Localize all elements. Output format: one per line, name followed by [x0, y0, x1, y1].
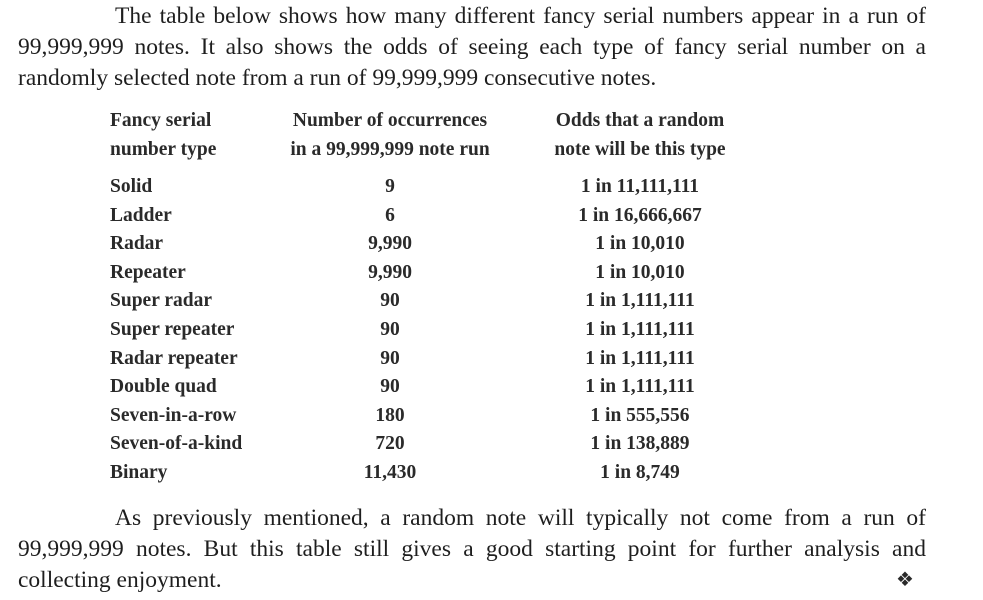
cell-type: Repeater — [110, 261, 186, 283]
cell-occurrences: 180 — [375, 404, 405, 426]
cell-occurrences: 90 — [380, 290, 400, 312]
cell-odds: 1 in 138,889 — [590, 433, 690, 455]
closing-text: As previously mentioned, a random note will typically not come from a run of 99,999,999 notes. But this table still gives a good starting point for further analysis and collecting enjoyment. — [18, 505, 926, 593]
cell-odds: 1 in 1,111,111 — [585, 347, 695, 369]
cell-type: Super radar — [110, 290, 213, 312]
cell-odds: 1 in 16,666,667 — [578, 204, 702, 226]
header-type-line1: Fancy serial — [110, 110, 212, 131]
cell-occurrences: 90 — [380, 318, 400, 340]
cell-type: Seven-of-a-kind — [110, 433, 243, 455]
cell-odds: 1 in 8,749 — [600, 461, 680, 483]
header-type-line2: number type — [110, 139, 217, 160]
cell-type: Ladder — [110, 204, 172, 226]
table-header — [110, 106, 750, 170]
cell-occurrences: 9,990 — [368, 261, 412, 283]
cell-odds: 1 in 10,010 — [595, 233, 685, 255]
end-of-section-ornament-icon: ❖ — [896, 569, 914, 591]
table-row — [110, 345, 750, 374]
header-odds-line1: Odds that a random — [555, 110, 725, 131]
header-occurrences — [270, 106, 510, 164]
fancy-serial-table — [110, 106, 750, 488]
closing-paragraph — [18, 503, 926, 596]
table-row — [110, 287, 750, 316]
cell-type: Super repeater — [110, 318, 235, 340]
header-occurrences-line2: in a 99,999,999 note run — [290, 139, 490, 160]
table-row — [110, 173, 750, 202]
cell-occurrences: 9,990 — [368, 233, 412, 255]
table-row — [110, 459, 750, 488]
cell-odds: 1 in 1,111,111 — [585, 290, 695, 312]
header-odds-line2: note will be this type — [554, 139, 726, 160]
intro-text: The table below shows how many different fancy serial numbers appear in a run of 99,999,999 notes. It also shows the odds of seeing each type of fancy serial number on a randomly selected note from a run of 99,999,999 consecutive notes. — [18, 3, 926, 91]
cell-occurrences: 90 — [380, 347, 400, 369]
header-odds — [535, 106, 745, 164]
header-occurrences-line1: Number of occurrences — [292, 110, 488, 131]
table-row — [110, 259, 750, 288]
cell-occurrences: 9 — [385, 176, 395, 197]
cell-occurrences: 720 — [375, 433, 405, 455]
cell-type: Binary — [110, 461, 168, 483]
cell-occurrences: 11,430 — [363, 461, 417, 483]
cell-odds: 1 in 11,111,111 — [580, 176, 700, 197]
cell-type: Radar — [110, 233, 164, 255]
table-row — [110, 373, 750, 402]
cell-odds: 1 in 1,111,111 — [585, 376, 695, 398]
cell-occurrences: 6 — [385, 204, 395, 226]
table-row — [110, 202, 750, 231]
cell-type: Radar repeater — [110, 347, 238, 369]
header-type — [110, 106, 260, 164]
table-row — [110, 316, 750, 345]
cell-type: Seven-in-a-row — [110, 404, 237, 426]
table-row — [110, 430, 750, 459]
table-row — [110, 402, 750, 431]
table-row — [110, 230, 750, 259]
cell-type: Double quad — [110, 376, 217, 398]
cell-odds: 1 in 10,010 — [595, 261, 685, 283]
intro-paragraph — [18, 1, 926, 94]
table-body — [110, 173, 750, 488]
cell-odds: 1 in 1,111,111 — [585, 318, 695, 340]
cell-occurrences: 90 — [380, 376, 400, 398]
cell-odds: 1 in 555,556 — [590, 404, 690, 426]
cell-type: Solid — [110, 176, 153, 197]
